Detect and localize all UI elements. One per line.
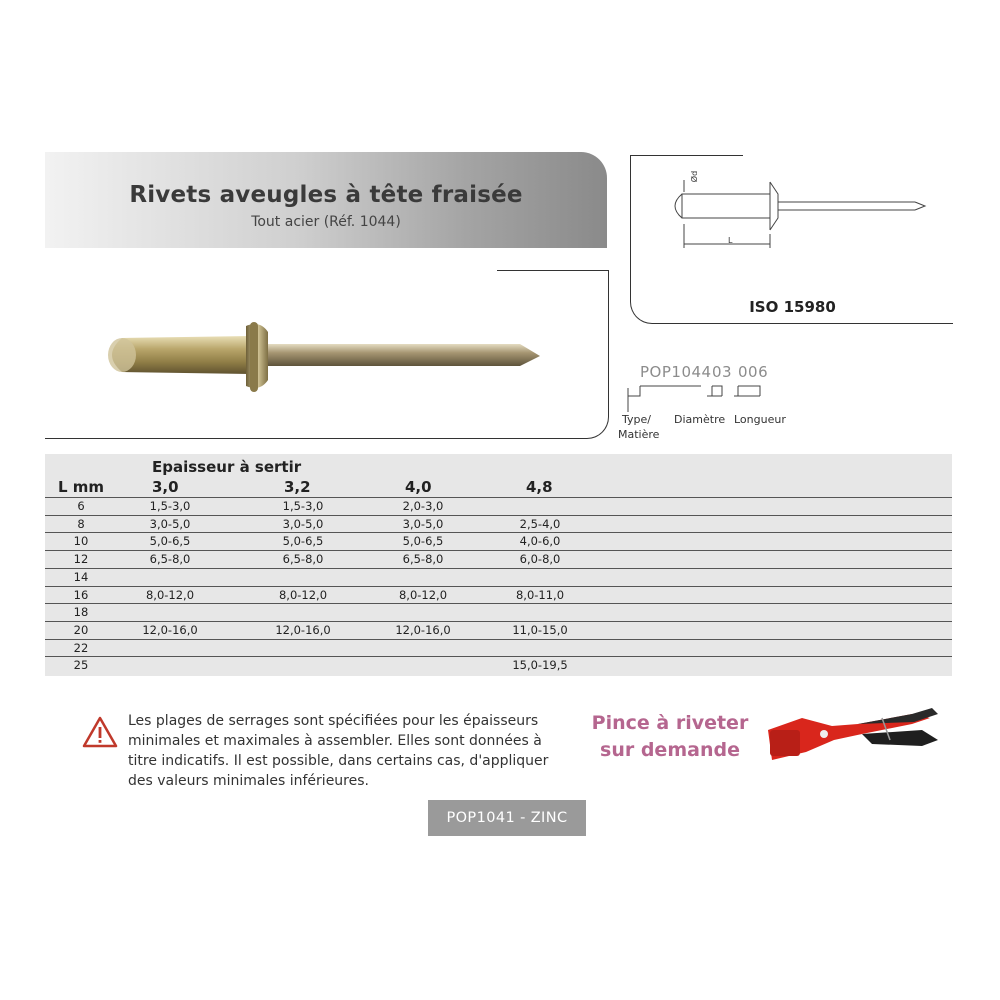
- clamping-note: Les plages de serrages sont spécifiées pour les épaisseurs minimales et maximales à assembler. Elles sont données à titre indicatifs. Il est possible, dans certains cas, d'appliquer des valeurs minimales inférieures.: [128, 713, 549, 789]
- table-cell-length: 12: [73, 552, 89, 567]
- table-cell-range: 2,0-3,0: [402, 499, 444, 513]
- table-cell-length: 22: [73, 640, 89, 655]
- promo-line-2: sur demande: [600, 739, 740, 761]
- ref-code-brackets: [600, 360, 800, 420]
- page-title: Rivets aveugles à tête fraisée: [129, 182, 523, 208]
- table-group-label: Epaisseur à sertir: [152, 458, 302, 476]
- iso-label: ISO 15980: [749, 298, 836, 316]
- table-row: [45, 568, 952, 587]
- table-cell-length: 8: [77, 516, 85, 531]
- table-cell-range: 12,0-16,0: [275, 622, 331, 637]
- table-cell-range: 6,0-8,0: [519, 552, 561, 567]
- table-cell-range: 3,0-5,0: [149, 516, 191, 531]
- table-cell-length: 10: [73, 534, 89, 549]
- page-subtitle: Tout acier (Réf. 1044): [251, 214, 401, 230]
- variant-tag: POP1041 - ZINC: [428, 800, 586, 836]
- table-row: [45, 497, 952, 516]
- table-cell-range: 8,0-12,0: [145, 587, 195, 602]
- table-cell-range: 5,0-6,5: [282, 534, 324, 549]
- table-cell-range: 2,5-4,0: [519, 516, 561, 531]
- table-header-length: L mm: [58, 478, 105, 496]
- length-label: L: [728, 236, 733, 245]
- table-row: [45, 639, 952, 658]
- table-cell-range: 8,0-12,0: [398, 587, 448, 602]
- table-cell-range: 6,5-8,0: [402, 552, 444, 567]
- table-cell-range: 1,5-3,0: [149, 499, 191, 513]
- table-cell-length: 14: [73, 569, 89, 584]
- table-cell-range: 3,0-5,0: [282, 516, 324, 531]
- table-cell-range: 6,5-8,0: [282, 552, 324, 567]
- table-cell-range: 12,0-16,0: [395, 622, 451, 637]
- ref-code-type: POP1044: [640, 363, 712, 381]
- table-row: [45, 550, 952, 569]
- caption-diameter: Diamètre: [674, 413, 726, 426]
- caption-type: Type/: [622, 413, 651, 426]
- table-cell-range: 1,5-3,0: [282, 499, 324, 513]
- table-header-d1: 3,0: [152, 478, 179, 496]
- table-cell-length: 20: [73, 622, 89, 637]
- promo-line-1: Pince à riveter: [591, 712, 749, 734]
- table-row: [45, 532, 952, 551]
- table-cell-length: 16: [73, 587, 89, 602]
- ref-code-length: 006: [738, 363, 769, 381]
- table-cell-length: 6: [77, 499, 85, 513]
- reference-code: [600, 360, 980, 460]
- table-header-d4: 4,8: [526, 478, 553, 496]
- table-cell-range: 6,5-8,0: [149, 552, 191, 567]
- caption-material: Matière: [618, 428, 660, 441]
- table-cell-range: 5,0-6,5: [402, 534, 444, 549]
- riveting-pliers-image: [762, 700, 940, 770]
- table-cell-range: 4,0-6,0: [519, 534, 561, 549]
- table-cell-range: 12,0-16,0: [142, 622, 198, 637]
- table-row: [45, 621, 952, 640]
- table-row: [45, 515, 952, 534]
- table-cell-length: 25: [73, 658, 89, 673]
- ref-code-diameter: 03: [712, 363, 733, 381]
- table-cell-length: 18: [73, 605, 89, 620]
- riveting-tool-promo: [590, 710, 750, 764]
- table-cell-range: 3,0-5,0: [402, 516, 444, 531]
- table-row: [45, 656, 952, 675]
- table-cell-range: 8,0-11,0: [515, 587, 565, 602]
- table-cell-range: 11,0-15,0: [512, 622, 568, 637]
- table-cell-range: 5,0-6,5: [149, 534, 191, 549]
- table-header-d2: 3,2: [284, 478, 311, 496]
- table-cell-range: 8,0-12,0: [278, 587, 328, 602]
- rivet-technical-drawing: [660, 170, 930, 255]
- table-row: [45, 586, 952, 605]
- warning-triangle-icon: [82, 716, 118, 748]
- diameter-label: Ød: [690, 170, 700, 183]
- table-cell-range: 15,0-19,5: [512, 658, 568, 673]
- table-row: [45, 603, 952, 622]
- caption-length: Longueur: [734, 413, 786, 426]
- rivet-product-photo: [100, 310, 550, 405]
- table-header-d3: 4,0: [405, 478, 432, 496]
